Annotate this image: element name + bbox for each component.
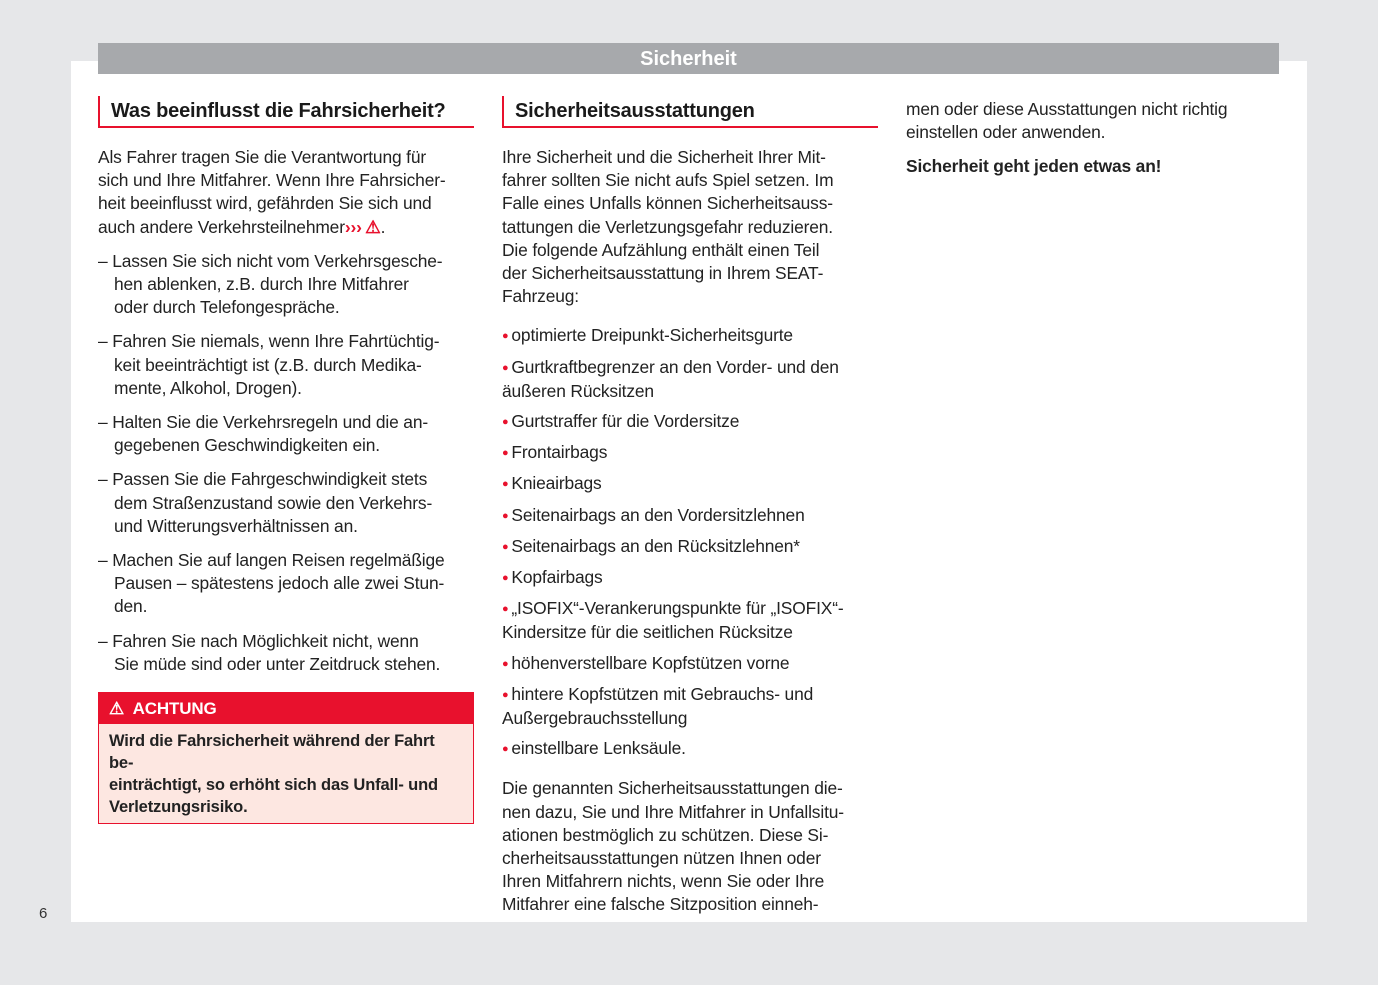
bullet-item: ● „ISOFIX“-Verankerungspunkte für „ISOFIX“- Kindersitze für die seitlichen Rücksitze bbox=[502, 598, 844, 643]
intro-paragraph: Als Fahrer tragen Sie die Verantwortung für sich und Ihre Mitfahrer. Wenn Ihre Fahrsicher- heit beeinflusst wird, gefährden Sie sich und auch andere Verkehrsteilnehmer››› ⚠. bbox=[98, 147, 446, 237]
bullet-icon: ● bbox=[502, 330, 512, 343]
bullet-icon: ● bbox=[502, 509, 512, 522]
bullet-icon: ● bbox=[502, 447, 512, 460]
bullet-item: ● hintere Kopfstützen mit Gebrauchs- und Außergebrauchsstellung bbox=[502, 683, 814, 729]
list-item: – Lassen Sie sich nicht vom Verkehrsgesche- hen ablenken, z.B. durch Ihre Mitfahrer oder durch Telefongespräche. bbox=[98, 250, 443, 318]
bullet-item: ● optimierte Dreipunkt-Sicherheitsgurte bbox=[502, 325, 793, 346]
warning-icon: ⚠ bbox=[109, 699, 125, 719]
list-item: – Passen Sie die Fahrgeschwindigkeit stets dem Straßenzustand sowie den Verkehrs- und Witterungsverhältnissen an. bbox=[98, 469, 433, 536]
section-header: Sicherheit bbox=[98, 43, 1279, 74]
bullet-item: ● einstellbare Lenksäule. bbox=[502, 738, 686, 759]
bullet-item: ● Seitenairbags an den Rücksitzlehnen* bbox=[502, 535, 800, 556]
bullet-icon: ● bbox=[502, 361, 512, 374]
bullet-item: ● Gurtkraftbegrenzer an den Vorder- und den äußeren Rücksitzen bbox=[502, 356, 839, 401]
warning-text: Wird die Fahrsicherheit während der Fahrt be- einträchtigt, so erhöht sich das Unfall- und Verletzungsrisiko. bbox=[99, 724, 473, 823]
bullet-item: ● höhenverstellbare Kopfstützen vorne bbox=[502, 652, 790, 673]
bullet-item: ● Frontairbags bbox=[502, 442, 608, 463]
heading-sicherheitsausstattungen: Sicherheitsausstattungen bbox=[502, 96, 878, 128]
bullet-item: ● Gurtstraffer für die Vordersitze bbox=[502, 411, 740, 432]
intro-paragraph: Ihre Sicherheit und die Sicherheit Ihrer Mit- fahrer sollten Sie nicht aufs Spiel setzen. Im Falle eines Unfalls können Sicherheitsauss- tattungen die Verletzungsgefahr reduzieren. Die folgende Aufzählung enthält einen Teil der Sicherheitsausstattung in Ihrem SEAT- Fahrzeug: bbox=[502, 147, 834, 307]
continued-paragraph: men oder diese Ausstattungen nicht richtig einstellen oder anwenden. bbox=[906, 99, 1228, 143]
column-3 bbox=[906, 98, 1282, 179]
column-1 bbox=[98, 96, 474, 824]
bullet-icon: ● bbox=[502, 688, 512, 701]
column-2 bbox=[502, 96, 878, 928]
emphasis-text: Sicherheit geht jeden etwas an! bbox=[906, 156, 1162, 177]
bullet-icon: ● bbox=[502, 478, 512, 491]
warning-icon: ⚠ bbox=[365, 216, 381, 237]
list-item: – Machen Sie auf langen Reisen regelmäßige Pausen – spätestens jedoch alle zwei Stun- den. bbox=[98, 550, 445, 617]
page-number: 6 bbox=[39, 905, 48, 922]
bullet-icon: ● bbox=[502, 743, 512, 756]
outro-paragraph: Die genannten Sicherheitsausstattungen die- nen dazu, Sie und Ihre Mitfahrer in Unfallsitu- ationen bestmöglich zu schützen. Diese Si- cherheitsausstattungen nützen Ihnen oder Ihren Mitfahrern nichts, wenn Sie oder Ihre Mitfahrer eine falsche Sitzposition einneh- bbox=[502, 778, 844, 915]
warning-box bbox=[98, 692, 474, 824]
warning-title: ACHTUNG bbox=[132, 699, 217, 719]
list-item: – Fahren Sie nach Möglichkeit nicht, wenn Sie müde sind oder unter Zeitdruck stehen. bbox=[98, 630, 441, 674]
heading-fahrsicherheit: Was beeinflusst die Fahrsicherheit? bbox=[98, 96, 474, 128]
bullet-item: ● Seitenairbags an den Vordersitzlehnen bbox=[502, 504, 805, 525]
bullet-icon: ● bbox=[502, 603, 512, 616]
list-item: – Halten Sie die Verkehrsregeln und die an- gegebenen Geschwindigkeiten ein. bbox=[98, 412, 428, 456]
bullet-item: ● Kopfairbags bbox=[502, 567, 603, 588]
bullet-item: ● Knieairbags bbox=[502, 473, 602, 494]
bullet-icon: ● bbox=[502, 657, 512, 670]
list-item: – Fahren Sie niemals, wenn Ihre Fahrtüchtig- keit beeinträchtigt ist (z.B. durch Medika- mente, Alkohol, Drogen). bbox=[98, 331, 440, 398]
reference-arrows[interactable]: ››› bbox=[344, 216, 362, 237]
bullet-icon: ● bbox=[502, 572, 512, 585]
bullet-icon: ● bbox=[502, 416, 512, 429]
bullet-icon: ● bbox=[502, 540, 512, 553]
